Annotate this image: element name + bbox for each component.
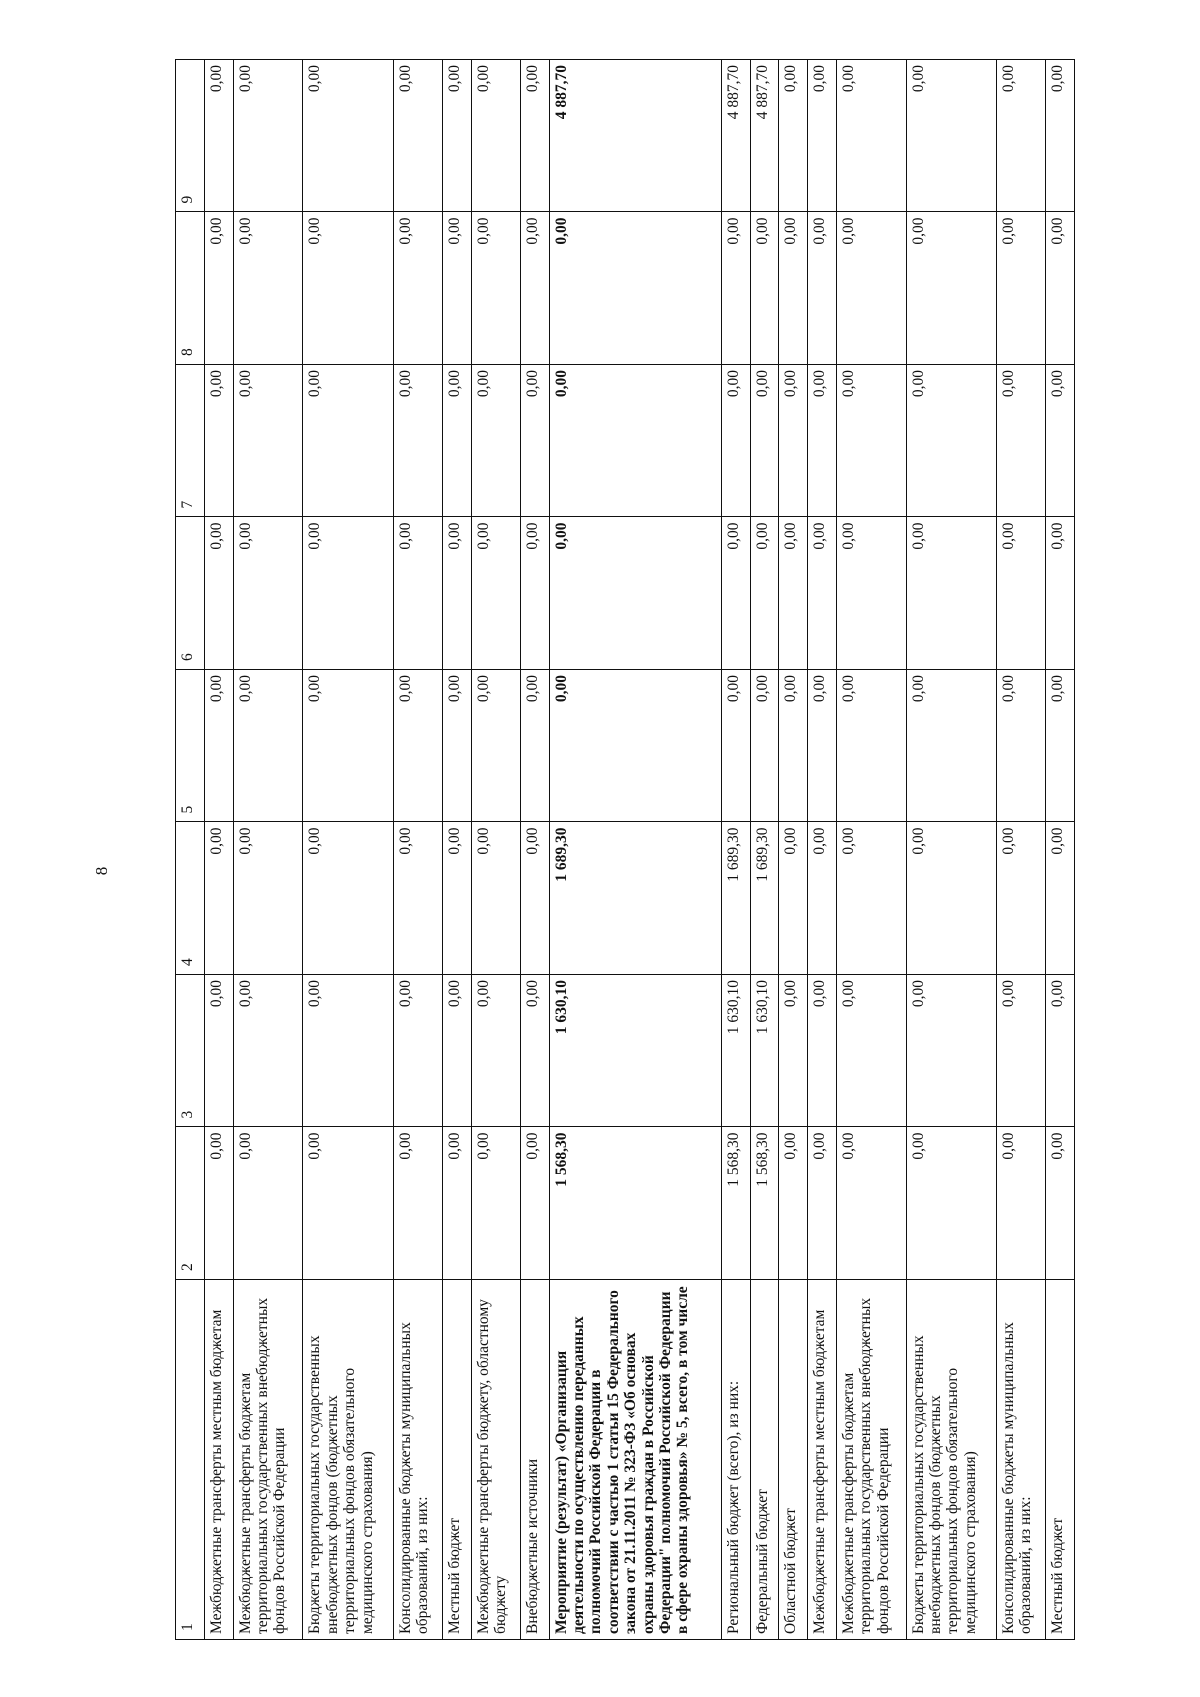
cell-value: 0,00 — [779, 1127, 808, 1280]
cell-value: 0,00 — [779, 975, 808, 1128]
row-label: Областной бюджет — [779, 1280, 808, 1640]
cell-value: 0,00 — [205, 1127, 234, 1280]
row-label: Местный бюджет — [1046, 1280, 1075, 1640]
row-label: Консолидированные бюджеты муниципальных образований, из них: — [393, 1280, 442, 1640]
table-row — [520, 60, 549, 1640]
cell-value: 0,00 — [779, 670, 808, 823]
row-label: Региональный бюджет (всего), из них: — [721, 1280, 750, 1640]
cell-value: 0,00 — [205, 517, 234, 670]
cell-value: 0,00 — [996, 60, 1045, 213]
cell-value: 0,00 — [233, 60, 303, 213]
cell-value: 0,00 — [1046, 517, 1075, 670]
cell-value: 0,00 — [471, 60, 520, 213]
cell-value: 0,00 — [750, 365, 779, 518]
cell-value: 0,00 — [205, 365, 234, 518]
cell-value: 0,00 — [471, 517, 520, 670]
cell-value: 0,00 — [1046, 212, 1075, 365]
cell-value: 0,00 — [750, 212, 779, 365]
table-row — [549, 60, 721, 1640]
table-row — [721, 60, 750, 1640]
table-row — [836, 60, 906, 1640]
column-header: 1 — [176, 1280, 205, 1640]
cell-value: 0,00 — [393, 1127, 442, 1280]
row-label: Межбюджетные трансферты бюджетам территориальных государственных внебюджетных фондов Российской Федерации — [836, 1280, 906, 1640]
cell-value: 0,00 — [808, 365, 837, 518]
table-row — [779, 60, 808, 1640]
cell-value: 0,00 — [721, 365, 750, 518]
cell-value: 0,00 — [808, 670, 837, 823]
cell-value: 0,00 — [779, 212, 808, 365]
row-label: Межбюджетные трансферты местным бюджетам — [808, 1280, 837, 1640]
cell-value: 0,00 — [996, 1127, 1045, 1280]
cell-value: 0,00 — [442, 365, 471, 518]
cell-value: 0,00 — [303, 822, 393, 975]
cell-value: 0,00 — [471, 822, 520, 975]
cell-value: 0,00 — [808, 60, 837, 213]
cell-value: 0,00 — [1046, 975, 1075, 1128]
cell-value: 0,00 — [442, 60, 471, 213]
cell-value: 4 887,70 — [721, 60, 750, 213]
cell-value: 0,00 — [303, 365, 393, 518]
cell-value: 0,00 — [303, 975, 393, 1128]
cell-value: 0,00 — [808, 975, 837, 1128]
cell-value: 0,00 — [779, 60, 808, 213]
cell-value: 0,00 — [520, 975, 549, 1128]
column-header: 5 — [176, 670, 205, 823]
cell-value: 0,00 — [549, 517, 721, 670]
cell-value: 0,00 — [471, 212, 520, 365]
rotated-table-container — [175, 60, 1075, 1640]
cell-value: 0,00 — [1046, 822, 1075, 975]
cell-value: 0,00 — [1046, 1127, 1075, 1280]
table-body — [205, 60, 1075, 1640]
row-label: Федеральный бюджет — [750, 1280, 779, 1640]
cell-value: 0,00 — [442, 975, 471, 1128]
cell-value: 0,00 — [205, 822, 234, 975]
column-header: 3 — [176, 975, 205, 1128]
table-row — [808, 60, 837, 1640]
cell-value: 0,00 — [471, 1127, 520, 1280]
cell-value: 1 568,30 — [721, 1127, 750, 1280]
cell-value: 0,00 — [303, 1127, 393, 1280]
cell-value: 0,00 — [906, 365, 996, 518]
table-row — [205, 60, 234, 1640]
cell-value: 0,00 — [750, 670, 779, 823]
cell-value: 0,00 — [996, 670, 1045, 823]
table-row — [471, 60, 520, 1640]
column-header: 6 — [176, 517, 205, 670]
table-row — [233, 60, 303, 1640]
cell-value: 0,00 — [906, 1127, 996, 1280]
cell-value: 0,00 — [808, 822, 837, 975]
cell-value: 0,00 — [393, 212, 442, 365]
table-row — [906, 60, 996, 1640]
row-label: Межбюджетные трансферты бюджету, областному бюджету — [471, 1280, 520, 1640]
cell-value: 0,00 — [836, 212, 906, 365]
cell-value: 0,00 — [233, 1127, 303, 1280]
cell-value: 0,00 — [836, 60, 906, 213]
cell-value: 1 630,10 — [549, 975, 721, 1128]
cell-value: 0,00 — [721, 212, 750, 365]
cell-value: 0,00 — [393, 975, 442, 1128]
column-header: 4 — [176, 822, 205, 975]
cell-value: 0,00 — [233, 975, 303, 1128]
cell-value: 0,00 — [520, 670, 549, 823]
cell-value: 0,00 — [442, 670, 471, 823]
row-label: Бюджеты территориальных государственных внебюджетных фондов (бюджетных территориальных фондов обязательного медицинского страхования) — [303, 1280, 393, 1640]
column-header: 2 — [176, 1127, 205, 1280]
cell-value: 4 887,70 — [750, 60, 779, 213]
cell-value: 0,00 — [836, 517, 906, 670]
cell-value: 0,00 — [996, 975, 1045, 1128]
cell-value: 0,00 — [393, 822, 442, 975]
cell-value: 0,00 — [721, 670, 750, 823]
cell-value: 0,00 — [750, 517, 779, 670]
cell-value: 0,00 — [520, 365, 549, 518]
cell-value: 0,00 — [233, 365, 303, 518]
cell-value: 0,00 — [442, 822, 471, 975]
cell-value: 0,00 — [808, 212, 837, 365]
row-label: Межбюджетные трансферты местным бюджетам — [205, 1280, 234, 1640]
cell-value: 1 689,30 — [721, 822, 750, 975]
column-header: 8 — [176, 212, 205, 365]
cell-value: 0,00 — [393, 670, 442, 823]
cell-value: 0,00 — [205, 975, 234, 1128]
cell-value: 0,00 — [520, 212, 549, 365]
cell-value: 0,00 — [393, 60, 442, 213]
cell-value: 0,00 — [303, 517, 393, 670]
cell-value: 0,00 — [471, 670, 520, 823]
cell-value: 0,00 — [779, 365, 808, 518]
column-header: 7 — [176, 365, 205, 518]
cell-value: 0,00 — [442, 212, 471, 365]
cell-value: 0,00 — [779, 822, 808, 975]
row-label: Консолидированные бюджеты муниципальных образований, из них: — [996, 1280, 1045, 1640]
cell-value: 0,00 — [520, 1127, 549, 1280]
cell-value: 0,00 — [471, 365, 520, 518]
cell-value: 0,00 — [520, 60, 549, 213]
cell-value: 0,00 — [808, 517, 837, 670]
row-label: Внебюджетные источники — [520, 1280, 549, 1640]
cell-value: 1 568,30 — [750, 1127, 779, 1280]
cell-value: 0,00 — [996, 365, 1045, 518]
cell-value: 0,00 — [233, 517, 303, 670]
table-row — [1046, 60, 1075, 1640]
cell-value: 0,00 — [471, 975, 520, 1128]
cell-value: 0,00 — [996, 822, 1045, 975]
cell-value: 1 689,30 — [750, 822, 779, 975]
page-number: 8 — [92, 866, 111, 876]
table-row — [750, 60, 779, 1640]
cell-value: 0,00 — [996, 517, 1045, 670]
cell-value: 0,00 — [303, 212, 393, 365]
cell-value: 0,00 — [906, 60, 996, 213]
cell-value: 0,00 — [233, 670, 303, 823]
cell-value: 0,00 — [906, 670, 996, 823]
cell-value: 0,00 — [549, 212, 721, 365]
table-row — [996, 60, 1045, 1640]
cell-value: 0,00 — [303, 670, 393, 823]
cell-value: 0,00 — [836, 1127, 906, 1280]
cell-value: 1 689,30 — [549, 822, 721, 975]
table-row — [393, 60, 442, 1640]
cell-value: 0,00 — [906, 975, 996, 1128]
cell-value: 0,00 — [442, 1127, 471, 1280]
cell-value: 0,00 — [233, 822, 303, 975]
cell-value: 4 887,70 — [549, 60, 721, 213]
cell-value: 0,00 — [836, 975, 906, 1128]
row-label: Бюджеты территориальных государственных внебюджетных фондов (бюджетных территориальных фондов обязательного медицинского страхования) — [906, 1280, 996, 1640]
cell-value: 0,00 — [906, 822, 996, 975]
cell-value: 1 630,10 — [750, 975, 779, 1128]
table-row — [303, 60, 393, 1640]
cell-value: 0,00 — [721, 517, 750, 670]
cell-value: 0,00 — [906, 212, 996, 365]
cell-value: 0,00 — [836, 822, 906, 975]
cell-value: 0,00 — [1046, 365, 1075, 518]
cell-value: 0,00 — [205, 212, 234, 365]
column-header: 9 — [176, 60, 205, 213]
cell-value: 0,00 — [1046, 60, 1075, 213]
cell-value: 1 630,10 — [721, 975, 750, 1128]
table-header-row — [176, 60, 205, 1640]
cell-value: 0,00 — [520, 822, 549, 975]
budget-table — [175, 59, 1075, 1640]
cell-value: 0,00 — [303, 60, 393, 213]
row-label: Межбюджетные трансферты бюджетам территориальных государственных внебюджетных фондов Российской Федерации — [233, 1280, 303, 1640]
cell-value: 1 568,30 — [549, 1127, 721, 1280]
cell-value: 0,00 — [393, 517, 442, 670]
cell-value: 0,00 — [808, 1127, 837, 1280]
cell-value: 0,00 — [836, 365, 906, 518]
cell-value: 0,00 — [233, 212, 303, 365]
cell-value: 0,00 — [836, 670, 906, 823]
cell-value: 0,00 — [996, 212, 1045, 365]
row-label: Местный бюджет — [442, 1280, 471, 1640]
cell-value: 0,00 — [520, 517, 549, 670]
cell-value: 0,00 — [205, 60, 234, 213]
cell-value: 0,00 — [779, 517, 808, 670]
cell-value: 0,00 — [906, 517, 996, 670]
cell-value: 0,00 — [549, 670, 721, 823]
cell-value: 0,00 — [393, 365, 442, 518]
row-label: Мероприятие (результат) «Организация деятельности по осуществлению переданных полномочий Российской Федерации в соответствии с частью 1 статьи 15 Федерального закона от 21.11.2011 № 323-ФЗ «Об основах охраны здоровья граждан в Российской Федерации" полномочий Российской Федерации в сфере охраны здоровья» № 5, всего, в том числе — [549, 1280, 721, 1640]
cell-value: 0,00 — [549, 365, 721, 518]
cell-value: 0,00 — [205, 670, 234, 823]
cell-value: 0,00 — [1046, 670, 1075, 823]
cell-value: 0,00 — [442, 517, 471, 670]
table-row — [442, 60, 471, 1640]
